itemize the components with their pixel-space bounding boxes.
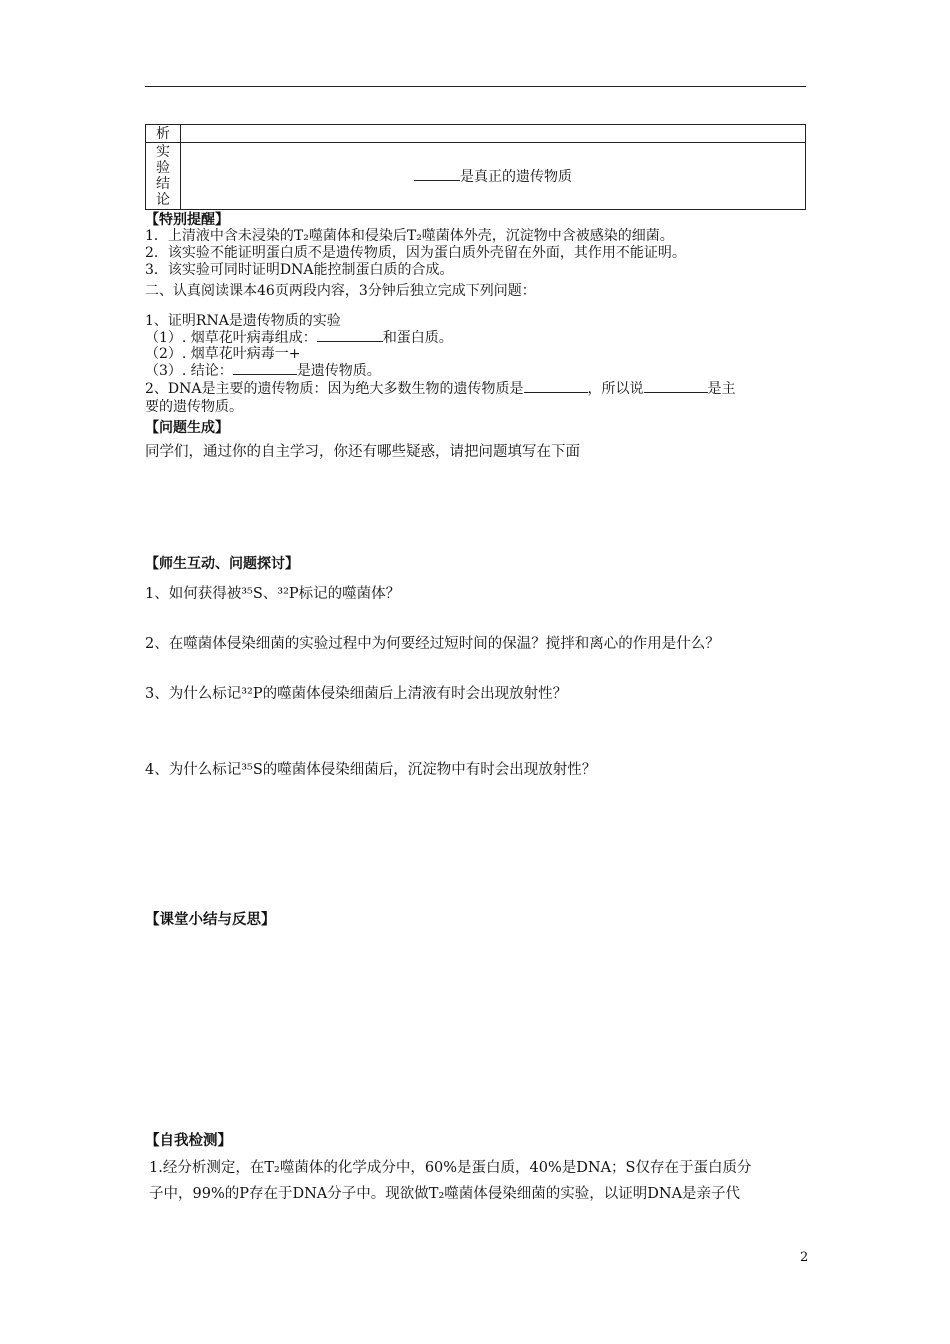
- reminder-item: 2．该实验不能证明蛋白质不是遗传物质，因为蛋白质外壳留在外面，其作用不能证明。: [145, 245, 686, 261]
- answer-blank[interactable]: [414, 168, 460, 181]
- answer-blank[interactable]: [233, 362, 297, 375]
- interaction-q3: 3、为什么标记³²P的噬菌体侵染细菌后上清液有时会出现放射性？: [145, 686, 568, 702]
- summary-title: 【课堂小结与反思】: [145, 911, 276, 928]
- reminder-item: 1．上清液中含未浸染的T₂噬菌体和侵染后T₂噬菌体外壳，沉淀物中含被感染的细菌。: [145, 228, 674, 244]
- q-rna-c: （3）. 结论： 是遗传物质。: [145, 363, 381, 379]
- reminder-title: 【特别提醒】: [145, 212, 229, 228]
- interaction-title: 【师生互动、问题探讨】: [145, 556, 299, 572]
- q-rna-a: （1）. 烟草花叶病毒组成： 和蛋白质。: [145, 330, 453, 346]
- answer-blank[interactable]: [644, 380, 708, 393]
- header-rule: [145, 86, 806, 87]
- interaction-q1: 1、如何获得被³⁵S、³²P标记的噬菌体？: [145, 586, 401, 602]
- conclusion-label: 实 验 结 论: [146, 143, 181, 210]
- analysis-label: 析: [146, 125, 181, 143]
- conclusion-cell: 是真正的遗传物质: [181, 143, 806, 210]
- q-dna-main: 2、DNA是主要的遗传物质：因为绝大多数生物的遗传物质是 ，所以说 是主: [145, 381, 736, 397]
- answer-blank[interactable]: [524, 380, 588, 393]
- section2-intro: 二、认真阅读课本46页两段内容，3分钟后独立完成下列问题：: [145, 283, 536, 299]
- problem-title: 【问题生成】: [145, 420, 229, 436]
- q-dna-main-cont: 要的遗传物质。: [145, 399, 243, 415]
- selftest-title: 【自我检测】: [145, 1132, 232, 1149]
- experiment-table: [145, 124, 806, 210]
- q-rna: 1、证明RNA是遗传物质的实验: [145, 313, 341, 329]
- interaction-q2: 2、在噬菌体侵染细菌的实验过程中为何要经过短时间的保温？搅拌和离心的作用是什么？: [145, 636, 720, 652]
- problem-text: 同学们，通过你的自主学习，你还有哪些疑惑，请把问题填写在下面: [145, 444, 580, 460]
- q-rna-b: （2）. 烟草花叶病毒一+: [145, 346, 301, 362]
- interaction-q4: 4、为什么标记³⁵S的噬菌体侵染细菌后，沉淀物中有时会出现放射性？: [145, 762, 597, 778]
- answer-blank[interactable]: [317, 329, 383, 342]
- selftest-line: 子中，99%的P存在于DNA分子中。现欲做T₂噬菌体侵染细菌的实验，以证明DNA是亲子代: [149, 1186, 741, 1202]
- page-number: 2: [800, 1250, 809, 1265]
- selftest-line: 1.经分析测定，在T₂噬菌体的化学成分中，60%是蛋白质，40%是DNA；S仅存在于蛋白质分: [149, 1160, 752, 1176]
- reminder-item: 3．该实验可同时证明DNA能控制蛋白质的合成。: [145, 262, 454, 278]
- analysis-cell: [181, 125, 806, 143]
